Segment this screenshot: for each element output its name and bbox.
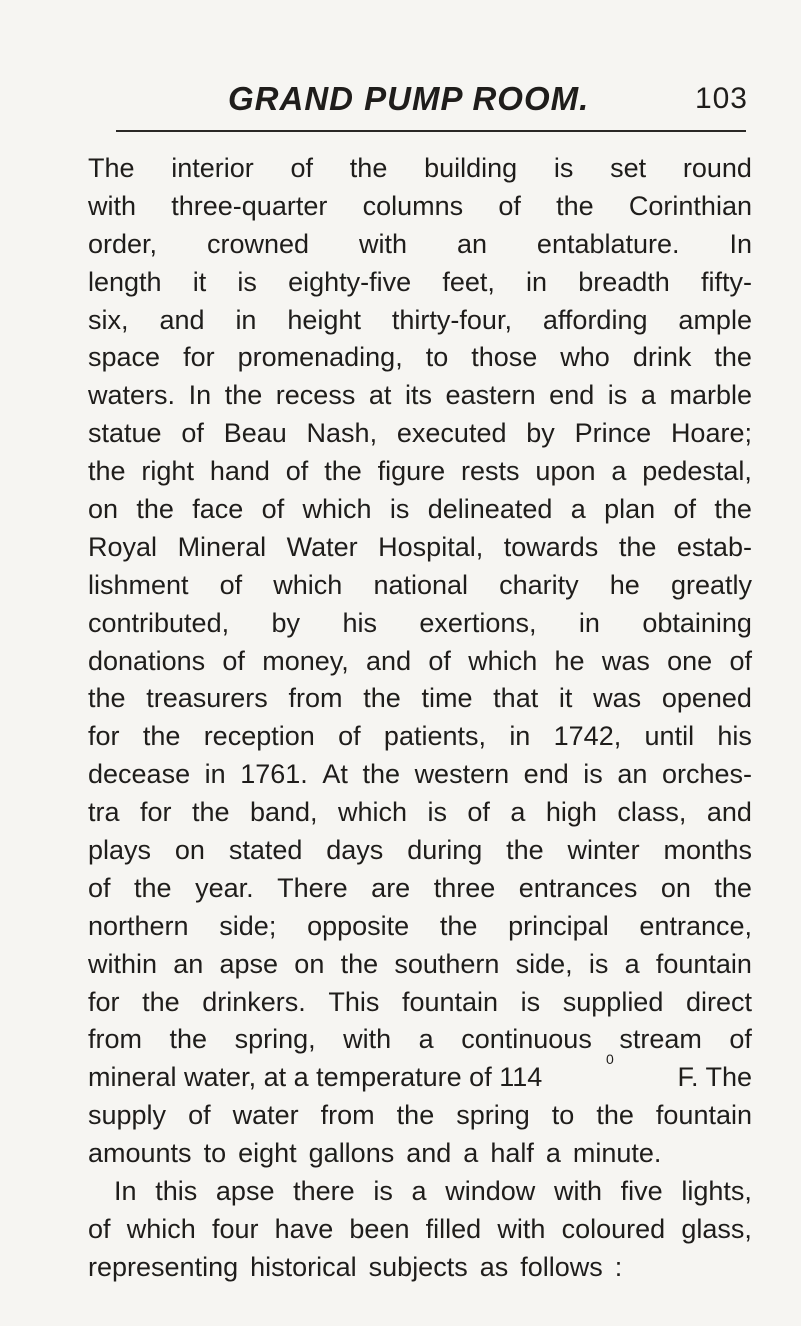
text-line xyxy=(88,226,752,264)
word: with xyxy=(343,1024,392,1055)
word: within xyxy=(88,948,158,979)
text-line xyxy=(88,984,752,1022)
word: round xyxy=(682,153,752,183)
word: the xyxy=(134,872,172,903)
word: on xyxy=(294,948,325,979)
word: money, xyxy=(262,645,349,676)
word: continuous xyxy=(461,1024,592,1055)
word: is xyxy=(373,1176,393,1207)
word: eastern xyxy=(445,380,536,411)
word: recess xyxy=(275,380,356,411)
text-line xyxy=(88,1173,752,1211)
word: high xyxy=(545,797,597,828)
word: until xyxy=(644,721,695,752)
word: Beau xyxy=(223,418,287,449)
word: half xyxy=(490,1138,534,1169)
word: is xyxy=(389,494,410,525)
word: the xyxy=(596,1100,634,1131)
word: months xyxy=(663,835,752,866)
text-line xyxy=(88,643,752,681)
word: which xyxy=(468,645,538,676)
word: affording xyxy=(542,304,648,335)
word: of xyxy=(88,1213,111,1244)
word: opened xyxy=(661,683,752,714)
word: with xyxy=(358,228,407,259)
word: Prince xyxy=(574,418,652,449)
word: from xyxy=(288,683,343,714)
word: in xyxy=(204,759,226,790)
word: northern xyxy=(88,910,189,941)
word: the xyxy=(88,456,126,487)
word: principal xyxy=(508,910,609,941)
text-line xyxy=(88,870,752,908)
word: donations xyxy=(88,645,206,676)
word: a xyxy=(640,380,656,411)
header-rule xyxy=(116,130,746,132)
word: during xyxy=(407,835,483,866)
text-line xyxy=(88,491,752,529)
word: feet, xyxy=(442,266,495,297)
word: breadth xyxy=(578,266,670,297)
word: at xyxy=(368,380,392,411)
word: which xyxy=(126,1213,196,1244)
word: Royal xyxy=(88,531,158,562)
word: three-quarter xyxy=(171,190,328,221)
word: entablature. xyxy=(536,228,680,259)
word: fountain xyxy=(401,986,499,1017)
word: a xyxy=(624,948,640,979)
word: his xyxy=(717,721,752,752)
word: the xyxy=(142,721,181,752)
word: a xyxy=(570,494,586,525)
text-line xyxy=(88,264,752,302)
temperature-text-after: F. The xyxy=(677,1062,752,1093)
word: greatly xyxy=(670,569,752,600)
word: the xyxy=(142,986,180,1017)
word: is xyxy=(588,948,609,979)
word: historical xyxy=(250,1251,357,1282)
word: opposite xyxy=(307,910,410,941)
degree-mark: 0 xyxy=(605,1051,614,1068)
word: waters. xyxy=(88,380,176,411)
word: of xyxy=(222,645,245,676)
word: apse xyxy=(215,1176,275,1207)
word: Hospital, xyxy=(378,531,484,562)
word: follows xyxy=(520,1251,603,1282)
word: There xyxy=(277,872,348,903)
word: the xyxy=(439,910,478,941)
word: of xyxy=(188,1100,211,1131)
word: right xyxy=(141,456,194,487)
text-line xyxy=(88,946,752,984)
word: and xyxy=(406,1138,452,1169)
word: tra xyxy=(88,797,120,828)
text-line xyxy=(88,567,752,605)
word: with xyxy=(553,1176,602,1207)
word: the xyxy=(224,380,263,411)
word: estab- xyxy=(676,531,752,562)
word: building xyxy=(424,153,518,183)
word: This xyxy=(328,986,380,1017)
text-line xyxy=(88,415,752,453)
word: which xyxy=(302,494,372,525)
word: and xyxy=(159,304,205,335)
word: are xyxy=(371,872,411,903)
word: the xyxy=(714,342,752,373)
word: the xyxy=(556,190,594,221)
word: eight xyxy=(238,1138,297,1169)
word: drinkers. xyxy=(202,986,306,1017)
word: subjects xyxy=(368,1251,468,1282)
word: executed xyxy=(396,418,507,449)
page-number: 103 xyxy=(694,82,748,115)
word: is xyxy=(553,153,574,183)
word: the xyxy=(618,531,657,562)
word: national xyxy=(373,569,469,600)
word: Water xyxy=(286,531,358,562)
word: which xyxy=(273,569,343,600)
word: from xyxy=(88,1024,142,1055)
word: the xyxy=(396,1100,435,1131)
word: a xyxy=(411,1176,427,1207)
word: of xyxy=(261,494,285,525)
word: entrances xyxy=(518,872,638,903)
word: been xyxy=(349,1213,410,1244)
word: The xyxy=(88,153,135,183)
text-line xyxy=(88,302,752,340)
word: eighty-five xyxy=(288,266,412,297)
word: six, xyxy=(88,304,129,335)
text-line xyxy=(88,1249,752,1287)
word: crowned xyxy=(206,228,310,259)
text-line xyxy=(88,908,752,946)
word: an xyxy=(456,228,487,259)
word: for xyxy=(88,721,120,752)
word: upon xyxy=(535,456,596,487)
word: the xyxy=(506,835,544,866)
word: entrance, xyxy=(639,910,752,941)
word: a xyxy=(418,1024,434,1055)
word: and xyxy=(366,645,412,676)
word: statue xyxy=(88,418,162,449)
text-line xyxy=(88,529,752,567)
word: to xyxy=(551,1100,575,1131)
word: the xyxy=(340,948,379,979)
text-line xyxy=(88,1097,752,1135)
word: to xyxy=(425,342,449,373)
word: of xyxy=(729,645,752,676)
word: in xyxy=(235,304,257,335)
word: of xyxy=(338,721,361,752)
word: charity xyxy=(499,569,579,600)
word: the xyxy=(169,1024,208,1055)
word: its xyxy=(404,380,432,411)
word: three xyxy=(433,872,496,903)
word: his xyxy=(342,607,377,638)
word: southern xyxy=(394,948,500,979)
text-line-with-degree xyxy=(88,1051,752,1097)
word: which xyxy=(337,797,407,828)
word: from xyxy=(320,1100,375,1131)
word: five xyxy=(620,1176,663,1207)
word: of xyxy=(219,569,243,600)
word: it xyxy=(192,266,207,297)
word: gallons xyxy=(308,1138,395,1169)
word: the xyxy=(714,494,752,525)
word: it xyxy=(558,683,573,714)
word: lishment xyxy=(88,569,189,600)
word: is xyxy=(607,380,628,411)
word: end xyxy=(549,380,595,411)
word: in xyxy=(578,607,600,638)
word: plays xyxy=(88,835,152,866)
text-line xyxy=(88,832,752,870)
word: by xyxy=(526,418,555,449)
word: stream xyxy=(619,1024,702,1055)
word: of xyxy=(498,190,521,221)
word: a xyxy=(545,1138,561,1169)
word: obtaining xyxy=(642,607,752,638)
word: for xyxy=(183,342,215,373)
word: minute. xyxy=(572,1138,662,1169)
word: space xyxy=(88,342,161,373)
word: one xyxy=(667,645,713,676)
word: length xyxy=(88,266,162,297)
word: who xyxy=(560,342,610,373)
word: filled xyxy=(425,1213,482,1244)
word: a xyxy=(510,797,526,828)
word: is xyxy=(520,986,541,1017)
word: fountain xyxy=(655,1100,752,1131)
word: by xyxy=(271,607,301,638)
word: of xyxy=(729,1024,752,1055)
word: direct xyxy=(685,986,752,1017)
word: the xyxy=(136,494,174,525)
word: the xyxy=(191,797,230,828)
word: side; xyxy=(219,910,277,941)
word: 1761. xyxy=(240,759,308,790)
word: of xyxy=(290,153,314,183)
word: side, xyxy=(515,948,573,979)
word: supplied xyxy=(562,986,664,1017)
word: class, xyxy=(617,797,687,828)
text-line xyxy=(88,339,752,377)
word: water xyxy=(232,1100,299,1131)
word: winter xyxy=(567,835,640,866)
word: of xyxy=(428,645,451,676)
word: with xyxy=(88,190,137,221)
word: that xyxy=(493,683,539,714)
word: of xyxy=(88,872,111,903)
word: days xyxy=(326,835,384,866)
word: order, xyxy=(88,228,158,259)
word: At xyxy=(322,759,348,790)
word: with xyxy=(497,1213,546,1244)
word: height xyxy=(287,304,361,335)
word: was xyxy=(593,683,642,714)
word: and xyxy=(706,797,752,828)
word: representing xyxy=(88,1251,239,1282)
word: for xyxy=(139,797,172,828)
word: Nash, xyxy=(306,418,378,449)
word: this xyxy=(155,1176,198,1207)
word: In xyxy=(188,380,212,411)
word: spring, xyxy=(234,1024,316,1055)
word: towards xyxy=(503,531,599,562)
word: the xyxy=(324,456,362,487)
word: glass, xyxy=(681,1213,752,1244)
word: to xyxy=(203,1138,227,1169)
word: window xyxy=(445,1176,536,1207)
text-line xyxy=(88,1211,752,1249)
word: is xyxy=(427,797,447,828)
text-line xyxy=(88,605,752,643)
word: is xyxy=(583,759,603,790)
word: on xyxy=(174,835,205,866)
word: marble xyxy=(669,380,752,411)
word: figure xyxy=(377,456,446,487)
word: is xyxy=(237,266,257,297)
word: treasurers xyxy=(146,683,268,714)
word: the xyxy=(349,153,388,183)
word: orches- xyxy=(661,759,752,790)
word: reception xyxy=(203,721,315,752)
word: decease xyxy=(88,759,191,790)
word: drink xyxy=(632,342,692,373)
word: have xyxy=(274,1213,334,1244)
word: delineated xyxy=(427,494,553,525)
word: ample xyxy=(678,304,752,335)
word: amounts xyxy=(88,1138,192,1169)
word: was xyxy=(601,645,650,676)
word: in xyxy=(509,721,531,752)
word: those xyxy=(471,342,538,373)
text-line xyxy=(88,756,752,794)
word: patients, xyxy=(383,721,486,752)
word: contributed, xyxy=(88,607,230,638)
word: apse xyxy=(219,948,279,979)
text-line xyxy=(88,377,752,415)
body-text xyxy=(88,150,752,1287)
word: the xyxy=(714,872,752,903)
word: band, xyxy=(249,797,318,828)
text-line xyxy=(88,718,752,756)
word: interior xyxy=(171,153,254,183)
word: of xyxy=(285,456,309,487)
word: fountain xyxy=(655,948,752,979)
word: four xyxy=(211,1213,259,1244)
word: rests xyxy=(461,456,520,487)
word: thirty-four, xyxy=(391,304,512,335)
word: end xyxy=(523,759,569,790)
word: year. xyxy=(195,872,254,903)
word: western xyxy=(414,759,510,790)
word: coloured xyxy=(561,1213,666,1244)
word: Mineral xyxy=(177,531,267,562)
word: In xyxy=(729,228,752,259)
text-line xyxy=(88,680,752,718)
text-line xyxy=(88,1135,752,1173)
word: : xyxy=(614,1251,623,1282)
word: pedestal, xyxy=(642,456,752,487)
word: of xyxy=(467,797,490,828)
word: an xyxy=(617,759,648,790)
word: lights, xyxy=(681,1176,752,1207)
word: of xyxy=(673,494,697,525)
word: the xyxy=(363,683,401,714)
temperature-text-before: mineral water, at a temperature of 114 xyxy=(88,1062,543,1093)
word: on xyxy=(88,494,119,525)
word: 1742, xyxy=(553,721,622,752)
word: exertions, xyxy=(419,607,537,638)
word: there xyxy=(293,1176,355,1207)
text-line xyxy=(88,150,752,188)
word: of xyxy=(181,418,204,449)
word: fifty- xyxy=(700,266,752,297)
word: In xyxy=(114,1176,137,1207)
word: an xyxy=(173,948,204,979)
word: columns xyxy=(362,190,464,221)
word: stated xyxy=(228,835,303,866)
word: hand xyxy=(209,456,270,487)
word: he xyxy=(554,645,585,676)
text-line xyxy=(88,188,752,226)
word: on xyxy=(660,872,691,903)
running-title: GRAND PUMP ROOM. xyxy=(228,80,590,117)
word: for xyxy=(88,986,120,1017)
word: the xyxy=(88,683,126,714)
word: spring xyxy=(456,1100,530,1131)
word: a xyxy=(463,1138,479,1169)
word: set xyxy=(610,153,647,183)
word: face xyxy=(192,494,244,525)
word: in xyxy=(526,266,548,297)
text-line xyxy=(88,1021,752,1059)
text-line xyxy=(88,794,752,832)
word: Hoare; xyxy=(670,418,752,449)
page-header xyxy=(228,78,748,120)
word: as xyxy=(479,1251,509,1282)
word: he xyxy=(609,569,640,600)
word: time xyxy=(421,683,473,714)
word: Corinthian xyxy=(628,190,752,221)
word: supply xyxy=(88,1100,167,1131)
word: promenading, xyxy=(237,342,403,373)
text-line xyxy=(88,453,752,491)
word: a xyxy=(611,456,627,487)
word: the xyxy=(362,759,400,790)
word: plan xyxy=(604,494,656,525)
